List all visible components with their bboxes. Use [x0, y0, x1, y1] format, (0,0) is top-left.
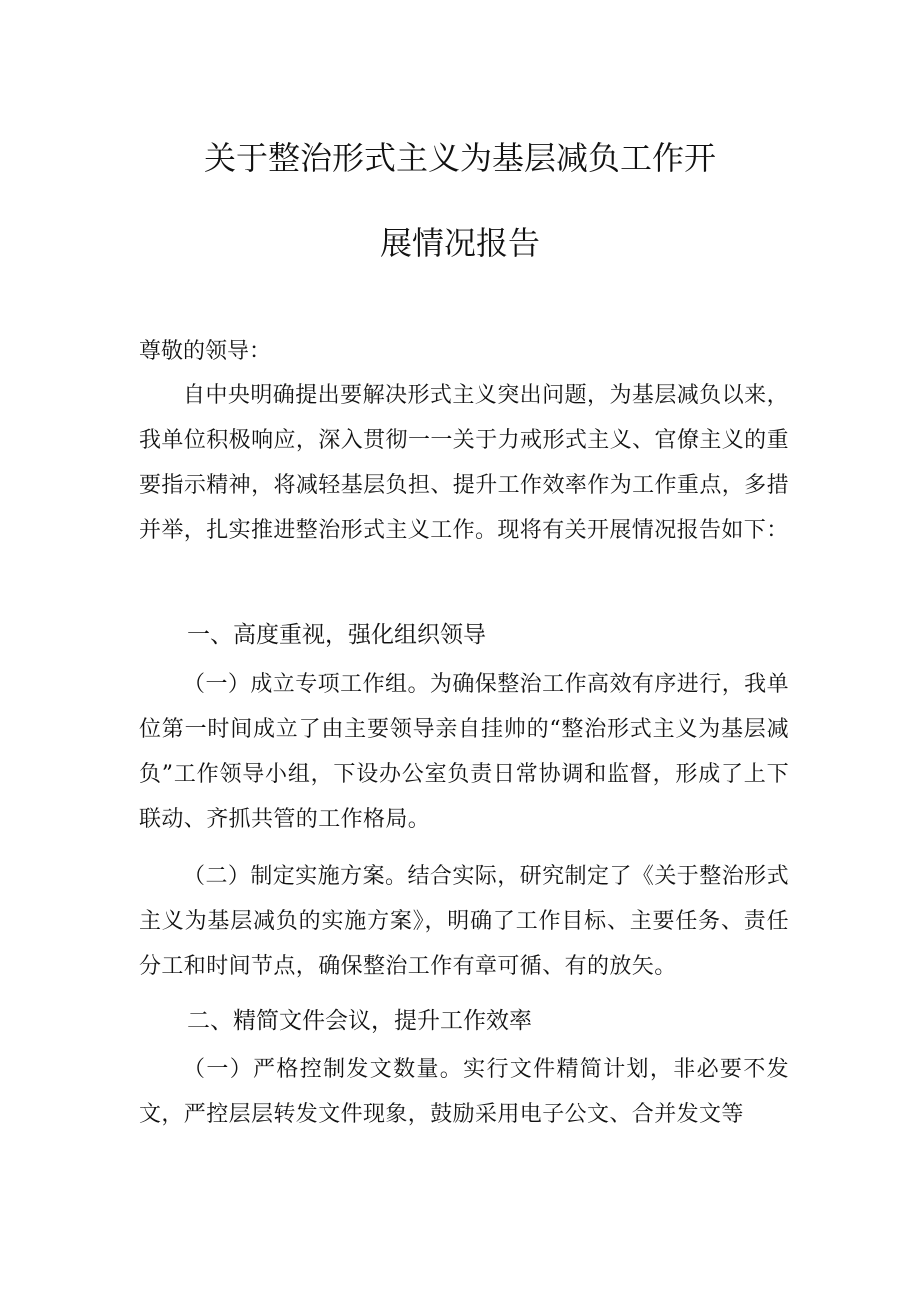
- salutation: 尊敬的领导：: [139, 339, 272, 364]
- document-title-line-1: 关于整治形式主义为基层减负工作开: [203, 139, 716, 177]
- section-heading-1: 一、高度重视，强化组织领导: [187, 622, 486, 648]
- intro-paragraph: 自中央明确提出要解决形式主义突出问题，为基层减负以来，我单位积极响应，深入贯彻一一关于力戒形式主义、官僚主义的重要指示精神，将减轻基层负担、提升工作效率作为工作重点，多措并举，扎实推进整治形式主义工作。现将有关开展情况报告如下：: [139, 383, 789, 543]
- section-1-paragraph-2: （二）制定实施方案。结合实际，研究制定了《关于整治形式主义为基层减负的实施方案》，明确了工作目标、主要任务、责任分工和时间节点，确保整治工作有章可循、有的放矢。: [139, 864, 789, 979]
- section-2-paragraph-1: （一）严格控制发文数量。实行文件精简计划，非必要不发文，严控层层转发文件现象，鼓励采用电子公文、合并发文等: [139, 1057, 789, 1127]
- section-heading-2: 二、精简文件会议，提升工作效率: [187, 1008, 532, 1034]
- document-title-line-2: 展情况报告: [379, 224, 540, 262]
- section-1-paragraph-1: （一）成立专项工作组。为确保整治工作高效有序进行，我单位第一时间成立了由主要领导亲自挂帅的“整治形式主义为基层减负”工作领导小组，下设办公室负责日常协调和监督，形成了上下联动、齐抓共管的工作格局。: [139, 672, 789, 832]
